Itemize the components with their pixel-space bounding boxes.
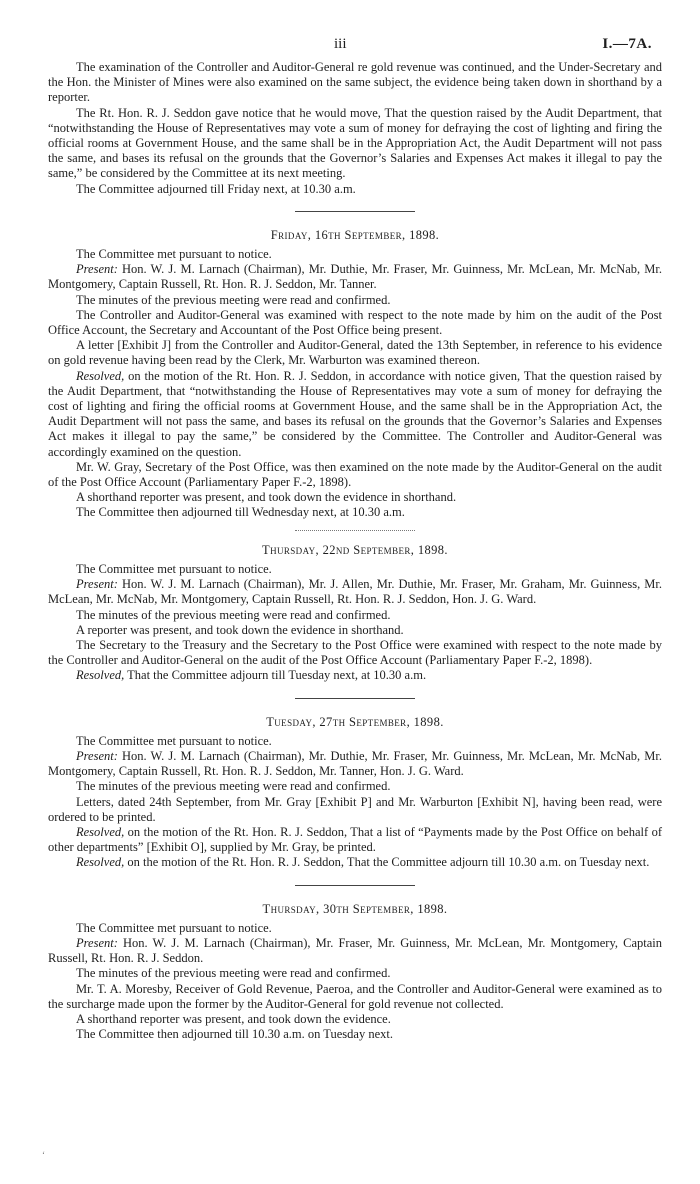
present-paragraph: Present: Hon. W. J. M. Larnach (Chairman), Mr. Duthie, Mr. Fraser, Mr. Guinness, Mr. McLean, Mr. McNab, Mr. Montgomery, Captain Russell, Rt. Hon. R. J. Seddon, Mr. Tanner. <box>48 262 662 292</box>
resolved-paragraph: Resolved, on the motion of the Rt. Hon. R. J. Seddon, in accordance with notice given, That the question raised by the Audit Department, that “notwithstanding the House of Representatives may vote a sum of money for defraying the cost of lighting and firing the official rooms at Government House, and the same shall be in the Appropriation Act, the Audit Department will not pass the same, and bases its refusal on the grounds that the Governor’s Salaries and Expenses Act makes it illegal to pay the same,” be considered by the Committee. The Controller and Auditor-General was accordingly examined on the question. <box>48 368 662 459</box>
present-label: Present: <box>76 748 118 763</box>
section-divider <box>295 698 415 699</box>
resolved-label: Resolved, <box>76 368 125 383</box>
resolved-label: Resolved, <box>76 855 125 870</box>
present-paragraph: Present: Hon. W. J. M. Larnach (Chairman), Mr. Duthie, Mr. Fraser, Mr. Guinness, Mr. McLean, Mr. McNab, Mr. Montgomery, Captain Russell, Rt. Hon. R. J. Seddon, Mr. Tanner, Hon. J. G. Ward. <box>48 748 662 779</box>
meeting-heading: Thursday, 22nd September, 1898. <box>262 542 448 557</box>
paragraph: Letters, dated 24th September, from Mr. Gray [Exhibit P] and Mr. Warburton [Exhibit N], having been read, were ordered to be printed. <box>48 794 662 824</box>
paragraph: The Committee then adjourned till 10.30 a.m. on Tuesday next. <box>76 1027 393 1042</box>
paragraph: The Committee then adjourned till Wednesday next, at 10.30 a.m. <box>76 505 405 520</box>
present-paragraph: Present: Hon. W. J. M. Larnach (Chairman), Mr. J. Allen, Mr. Duthie, Mr. Fraser, Mr. Graham, Mr. Guinness, Mr. McLean, Mr. McNab, Mr. Montgomery, Captain Russell, Rt. Hon. R. J. Seddon, Hon. J. G. Ward. <box>48 577 662 607</box>
paragraph: The minutes of the previous meeting were read and confirmed. <box>76 966 391 981</box>
resolved-paragraph: Resolved, on the motion of the Rt. Hon. R. J. Seddon, That the Committee adjourn till 10.30 a.m. on Tuesday next. <box>76 855 650 870</box>
resolved-label: Resolved, <box>76 668 125 683</box>
paragraph: The Controller and Auditor-General was examined with respect to the note made by him on the audit of the Post Office Account, the Secretary and Accountant of the Post Office being present. <box>48 307 662 338</box>
paragraph: The minutes of the previous meeting were read and confirmed. <box>76 607 391 622</box>
present-label: Present: <box>76 577 118 592</box>
paragraph: The Secretary to the Treasury and the Secretary to the Post Office were examined with respect to the note made by the Controller and Auditor-General on the audit of the Post Office Account (Parliamentary Paper F.-2, 1898). <box>48 637 662 668</box>
page-header <box>0 36 700 58</box>
paragraph: The Committee met pursuant to notice. <box>76 247 272 262</box>
paragraph: Mr. T. A. Moresby, Receiver of Gold Revenue, Paeroa, and the Controller and Auditor-General were examined as to the surcharge made upon the former by the Auditor-General for gold revenue not collected. <box>48 981 662 1011</box>
page-number: iii <box>334 36 347 52</box>
paper-reference: I.—7A. <box>602 36 652 52</box>
intro-section <box>48 60 662 197</box>
meeting-heading: Thursday, 30th September, 1898. <box>262 901 448 916</box>
paragraph: The Committee met pursuant to notice. <box>76 733 272 748</box>
resolved-paragraph: Resolved, on the motion of the Rt. Hon. R. J. Seddon, That a list of “Payments made by the Post Office on behalf of other departments” [Exhibit O], supplied by Mr. Gray, be printed. <box>48 824 662 855</box>
paragraph: The Committee met pursuant to notice. <box>76 920 272 935</box>
resolved-paragraph: Resolved, That the Committee adjourn till Tuesday next, at 10.30 a.m. <box>76 668 427 683</box>
section-divider <box>295 885 415 886</box>
scan-mark: ‘ <box>42 1150 45 1160</box>
paragraph: The minutes of the previous meeting were read and confirmed. <box>76 292 391 307</box>
paragraph: The minutes of the previous meeting were read and confirmed. <box>76 779 391 794</box>
section-divider <box>295 211 415 212</box>
meeting-section <box>48 902 662 1043</box>
paragraph: The Rt. Hon. R. J. Seddon gave notice that he would move, That the question raised by the Audit Department, that “notwithstanding the House of Representatives may vote a sum of money for defraying the cost of lighting and firing the official rooms at Government House, and the same shall be in the Appropriation Act, the Audit Department will not pass the same, and bases its refusal on the grounds that the Governor’s Salaries and Expenses Act makes it illegal to pay the same,” be considered by the Committee at its next meeting. <box>48 105 662 181</box>
paragraph: A shorthand reporter was present, and took down the evidence. <box>76 1011 391 1026</box>
meeting-section <box>48 228 662 521</box>
resolved-label: Resolved, <box>76 824 125 839</box>
meeting-section <box>48 715 662 871</box>
paragraph: A letter [Exhibit J] from the Controller and Auditor-General, dated the 13th September, in reference to his evidence on gold revenue having been read by the Clerk, Mr. Warburton was examined thereon. <box>48 338 662 368</box>
paragraph: The Committee adjourned till Friday next, at 10.30 a.m. <box>76 181 356 196</box>
meeting-heading: Friday, 16th September, 1898. <box>270 227 440 242</box>
section-divider <box>295 530 415 531</box>
meeting-section <box>48 543 662 684</box>
paragraph: The Committee met pursuant to notice. <box>76 561 272 576</box>
meeting-heading: Tuesday, 27th September, 1898. <box>266 714 444 729</box>
paragraph: A reporter was present, and took down the evidence in shorthand. <box>76 622 404 637</box>
minutes-body <box>48 60 662 1042</box>
present-label: Present: <box>76 935 118 950</box>
present-paragraph: Present: Hon. W. J. M. Larnach (Chairman), Mr. Fraser, Mr. Guinness, Mr. McLean, Mr. Montgomery, Captain Russell, Rt. Hon. R. J. Seddon. <box>48 935 662 966</box>
paragraph: Mr. W. Gray, Secretary of the Post Office, was then examined on the note made by the Auditor-General on the audit of the Post Office Account (Parliamentary Paper F.-2, 1898). <box>48 459 662 490</box>
paragraph: A shorthand reporter was present, and took down the evidence in shorthand. <box>76 490 457 505</box>
present-label: Present: <box>76 262 118 277</box>
paragraph: The examination of the Controller and Auditor-General re gold revenue was continued, and the Under-Secretary and the Hon. the Minister of Mines were also examined on the same subject, the evidence being taken down in shorthand by a reporter. <box>48 60 662 105</box>
